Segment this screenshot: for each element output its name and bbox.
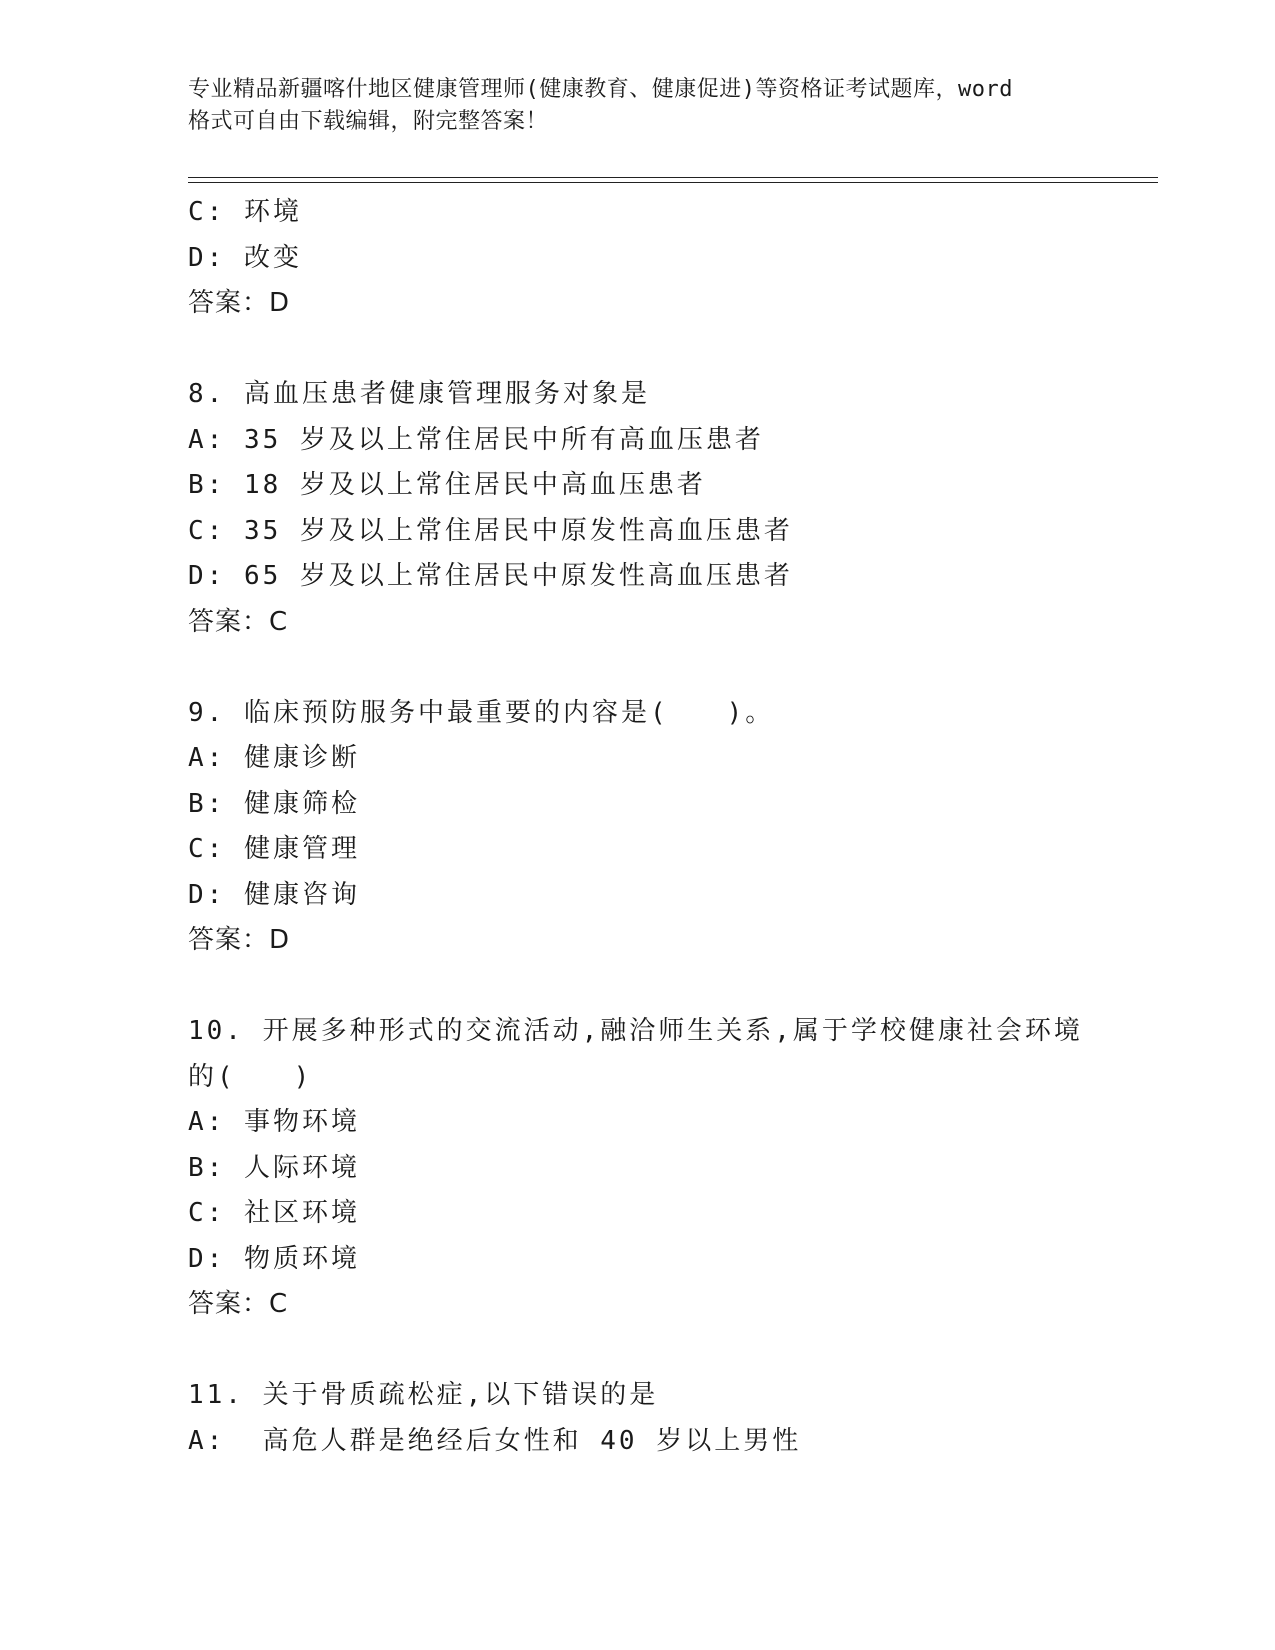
option-b: B: 健康筛检 bbox=[188, 788, 360, 819]
spacer bbox=[188, 1328, 1088, 1374]
answer: 答案：D bbox=[188, 925, 291, 955]
document-header bbox=[188, 74, 1088, 138]
option-b: B: 人际环境 bbox=[188, 1152, 360, 1183]
question-stem: 11. 关于骨质疏松症,以下错误的是 bbox=[188, 1380, 659, 1410]
question-stem: 9. 临床预防服务中最重要的内容是( )。 bbox=[188, 697, 775, 728]
header-rule-bottom bbox=[188, 182, 1158, 183]
answer: 答案：D bbox=[188, 288, 291, 318]
option-c: C: 社区环境 bbox=[188, 1198, 360, 1228]
question-stem: 8. 高血压患者健康管理服务对象是 bbox=[188, 379, 650, 409]
option-c: C: 环境 bbox=[188, 197, 302, 227]
header-line-1: 专业精品新疆喀什地区健康管理师(健康教育、健康促进)等资格证考试题库，word bbox=[188, 77, 1013, 102]
answer: 答案：C bbox=[188, 1289, 289, 1319]
spacer bbox=[188, 964, 1088, 1010]
option-a: A: 事物环境 bbox=[188, 1107, 360, 1137]
answer: 答案：C bbox=[188, 606, 289, 637]
question-stem-line-1: 10. 开展多种形式的交流活动,融洽师生关系,属于学校健康社会环境 bbox=[188, 1016, 1083, 1046]
spacer bbox=[188, 645, 1088, 691]
option-b: B: 18 岁及以上常住居民中高血压患者 bbox=[188, 470, 706, 500]
option-c: C: 健康管理 bbox=[188, 834, 360, 864]
option-a: A: 高危人群是绝经后女性和 40 岁以上男性 bbox=[188, 1425, 802, 1456]
option-c: C: 35 岁及以上常住居民中原发性高血压患者 bbox=[188, 515, 793, 546]
option-a: A: 健康诊断 bbox=[188, 743, 360, 773]
question-9 bbox=[188, 691, 1088, 964]
spacer bbox=[188, 327, 1088, 373]
option-a: A: 35 岁及以上常住居民中所有高血压患者 bbox=[188, 424, 764, 455]
option-d: D: 物质环境 bbox=[188, 1243, 360, 1274]
header-rule-top bbox=[188, 177, 1158, 178]
header-line-2: 格式可自由下载编辑，附完整答案！ bbox=[188, 109, 549, 134]
option-d: D: 改变 bbox=[188, 242, 302, 273]
question-stem-line-2: 的( ) bbox=[188, 1061, 313, 1092]
option-d: D: 健康咨询 bbox=[188, 879, 360, 910]
question-10 bbox=[188, 1009, 1088, 1328]
question-11 bbox=[188, 1373, 1088, 1464]
question-8 bbox=[188, 372, 1088, 645]
question-list bbox=[188, 190, 1088, 1464]
question-7 bbox=[188, 190, 1088, 327]
option-d: D: 65 岁及以上常住居民中原发性高血压患者 bbox=[188, 561, 793, 591]
